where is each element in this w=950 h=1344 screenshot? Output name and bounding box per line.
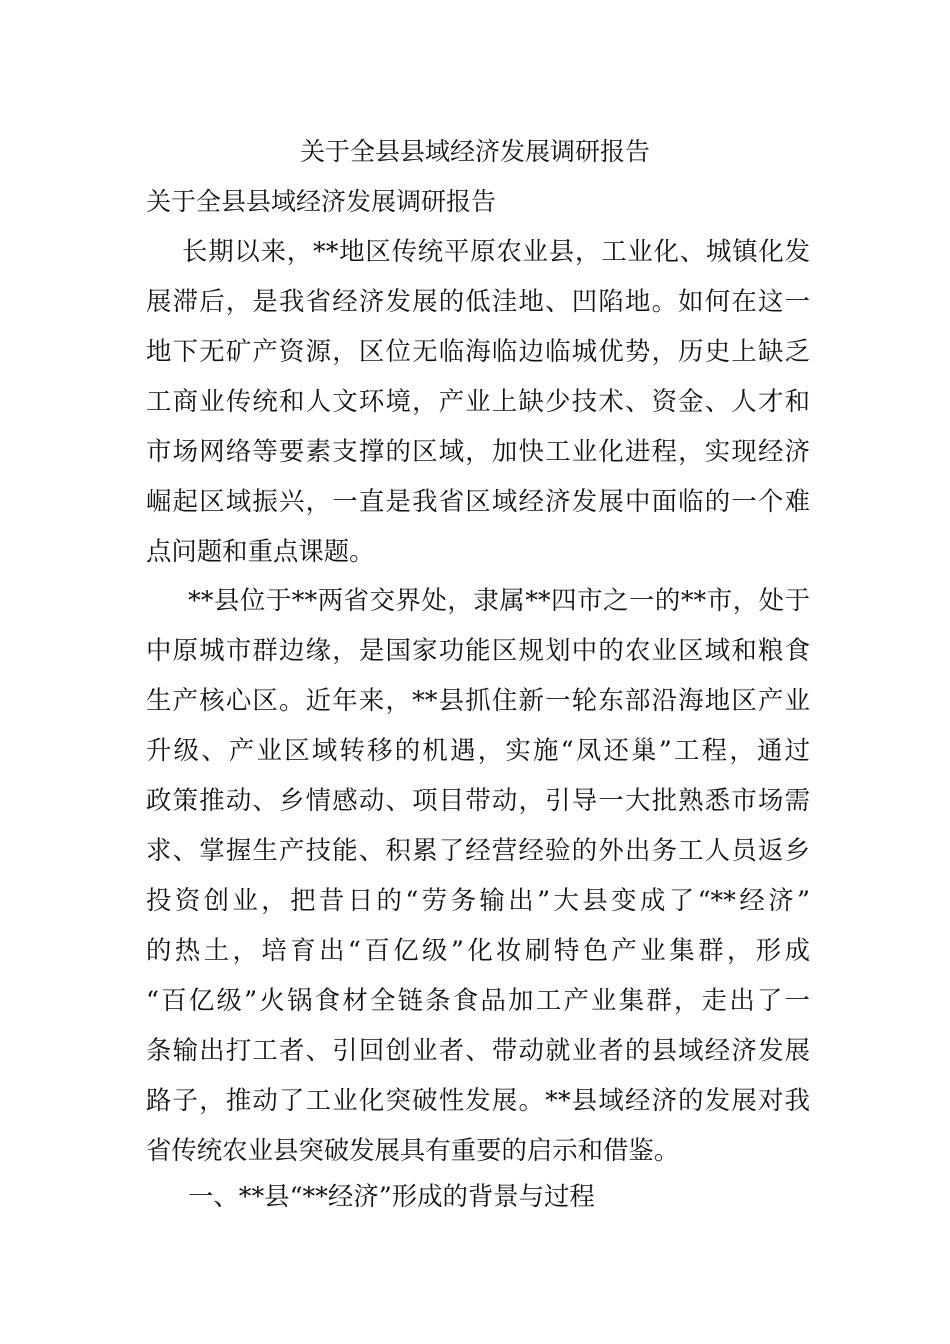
paragraph-2-line: “百亿级”火锅食材全链条食品加工产业集群，走出了一 — [146, 985, 810, 1015]
paragraph-2-line: 省传统农业县突破发展具有重要的启示和借鉴。 — [146, 1135, 680, 1165]
paragraph-1 — [146, 226, 810, 576]
paragraph-1-line: 长期以来，**地区传统平原农业县，工业化、城镇化发 — [182, 236, 810, 266]
paragraph-1-line: 地下无矿产资源，区位无临海临边临城优势，历史上缺乏 — [146, 336, 810, 366]
paragraph-1-line: 工商业传统和人文环境，产业上缺少技术、资金、人才和 — [146, 386, 810, 416]
paragraph-2-line: 政策推动、乡情感动、项目带动，引导一大批熟悉市场需 — [146, 785, 810, 815]
paragraph-2-line: 生产核心区。近年来，**县抓住新一轮东部沿海地区产业 — [146, 685, 810, 715]
paragraph-2-line: 求、掌握生产技能、积累了经营经验的外出务工人员返乡 — [146, 835, 810, 865]
paragraph-1-line: 展滞后，是我省经济发展的低洼地、凹陷地。如何在这一 — [146, 286, 810, 316]
paragraph-2-line: 的热土，培育出“百亿级”化妆刷特色产业集群，形成 — [146, 935, 810, 965]
paragraph-2-line: 路子，推动了工业化突破性发展。**县域经济的发展对我 — [146, 1085, 810, 1115]
paragraph-2-line: 中原城市群边缘，是国家功能区规划中的农业区域和粮食 — [146, 635, 810, 665]
paragraph-1-line: 点问题和重点课题。 — [146, 536, 375, 566]
paragraph-1-line: 市场网络等要素支撑的区域，加快工业化进程，实现经济 — [146, 436, 810, 466]
paragraph-2-line: 条输出打工者、引回创业者、带动就业者的县域经济发展 — [146, 1035, 810, 1065]
paragraph-1-line: 崛起区域振兴，一直是我省区域经济发展中面临的一个难 — [146, 486, 810, 516]
paragraph-2-line: **县位于**两省交界处，隶属**四市之一的**市，处于 — [188, 585, 810, 615]
document-subtitle: 关于全县县域经济发展调研报告 — [146, 187, 497, 216]
paragraph-2-line: 升级、产业区域转移的机遇，实施“凤还巢”工程，通过 — [146, 735, 810, 765]
section-heading-1: 一、**县“**经济”形成的背景与过程 — [188, 1181, 595, 1211]
paragraph-2 — [146, 575, 810, 1175]
document-title: 关于全县县域经济发展调研报告 — [299, 137, 650, 166]
paragraph-2-line: 投资创业，把昔日的“劳务输出”大县变成了“**经济” — [146, 885, 810, 915]
